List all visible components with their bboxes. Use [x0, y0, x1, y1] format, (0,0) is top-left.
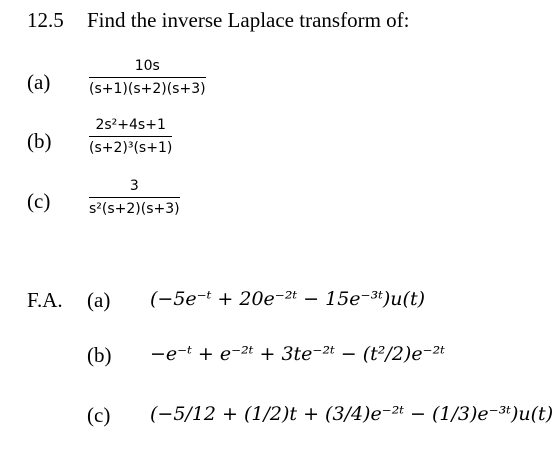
part-a-fraction — [89, 58, 206, 97]
part-a-numerator: 10s — [134, 58, 160, 74]
answer-a-expression: (−5e⁻ᵗ + 20e⁻²ᵗ − 15e⁻³ᵗ)u(t) — [150, 288, 425, 310]
problem-title: Find the inverse Laplace transform of: — [87, 8, 410, 32]
part-c-fraction — [89, 178, 180, 217]
problem-number: 12.5 — [27, 8, 64, 32]
answer-c-expression: (−5/12 + (1/2)t + (3/4)e⁻²ᵗ − (1/3)e⁻³ᵗ)u(t) — [150, 403, 553, 425]
answer-c-label: (c) — [87, 403, 111, 427]
part-b-fraction — [89, 117, 172, 156]
part-c-numerator: 3 — [129, 178, 139, 194]
part-b-label: (b) — [27, 129, 52, 153]
part-b-numerator: 2s²+4s+1 — [95, 117, 166, 133]
part-a-denominator: (s+1)(s+2)(s+3) — [89, 81, 206, 98]
answer-a-label: (a) — [87, 288, 111, 312]
answer-b-label: (b) — [87, 343, 112, 367]
part-a-label: (a) — [27, 70, 51, 94]
part-c-denominator: s²(s+2)(s+3) — [89, 201, 180, 218]
answers-label: F.A. — [27, 288, 63, 312]
part-b-denominator: (s+2)³(s+1) — [89, 140, 173, 157]
part-c-label: (c) — [27, 189, 51, 213]
answer-b-expression: −e⁻ᵗ + e⁻²ᵗ + 3te⁻²ᵗ − (t²/2)e⁻²ᵗ — [150, 343, 445, 365]
